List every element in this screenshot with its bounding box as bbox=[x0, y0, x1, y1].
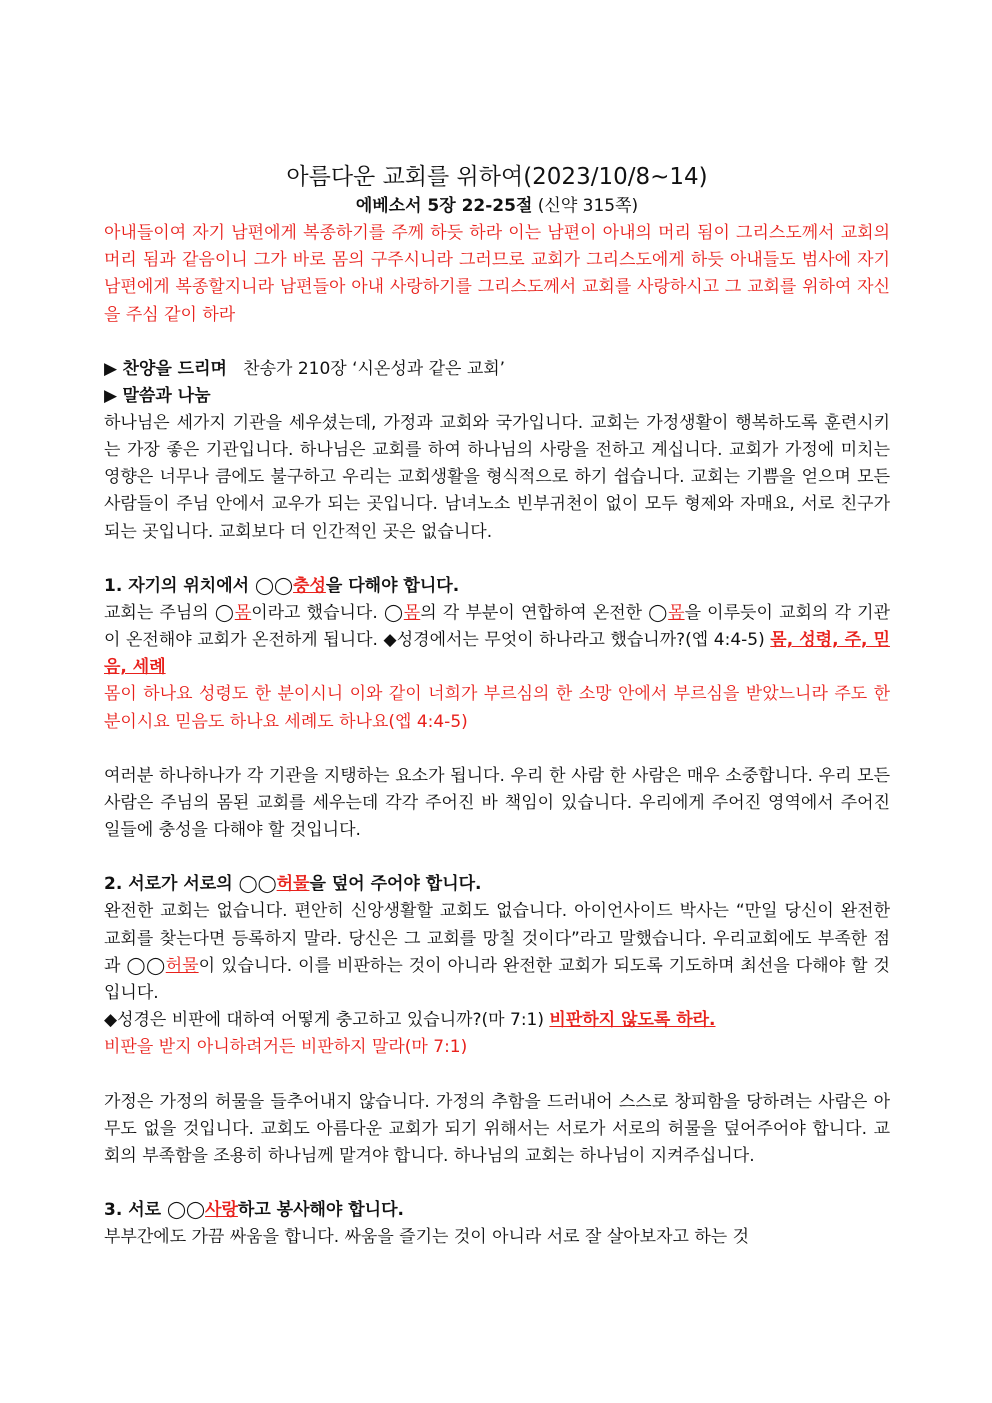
hymn-label: 찬양을 드리며 bbox=[122, 358, 227, 379]
section1-keyword: 충성 bbox=[293, 575, 326, 596]
keyword-body-1: 몸 bbox=[234, 602, 252, 623]
sharing-line bbox=[104, 383, 890, 410]
keyword-body-2: 몸 bbox=[403, 602, 421, 623]
section1-verse: 몸이 하나요 성령도 한 분이시니 이와 같이 너희가 부르심의 한 소망 안에서 부르심을 받았느니라 주도 한 분이시요 믿음도 하나요 세례도 하나요(엡 4:4-5) bbox=[104, 684, 890, 732]
section2-paragraph: 완전한 교회는 없습니다. 편안히 신앙생활할 교회도 없습니다. 아이언사이드 박사는 “만일 당신이 완전한 교회를 찾는다면 등록하지 말라. 당신은 그 교회를 망칠 것이다”라고 말했습니다. 우리교회에도 부족한 점과 ◯◯허물이 있습니다. 이를 비판하는 것이 아니라 완전한 교회가 되도록 기도하며 최선을 다해야 할 것입니다. bbox=[104, 901, 890, 1004]
section3-paragraph: 부부간에도 가끔 싸움을 합니다. 싸움을 즐기는 것이 아니라 서로 잘 살아보자고 하는 것 bbox=[104, 1227, 750, 1248]
reference-book: 에베소서 5장 22-25절 bbox=[355, 196, 533, 216]
sharing-label: 말씀과 나눔 bbox=[122, 385, 211, 406]
hymn-text: 찬송가 210장 ‘시온성과 같은 교회’ bbox=[243, 358, 506, 379]
section1-answer: 몸, 성령, 주, 믿음, 세례 bbox=[104, 630, 890, 678]
section3-heading: 3. 서로 ◯◯사랑하고 봉사해야 합니다. bbox=[104, 1200, 404, 1221]
scripture-reference bbox=[104, 194, 890, 218]
section2-question: ◆성경은 비판에 대하여 어떻게 충고하고 있습니까?(마 7:1) 비판하지 않도록 하라. bbox=[104, 1010, 716, 1031]
reference-note: (신약 315쪽) bbox=[537, 196, 639, 216]
section1-paragraph-2: 여러분 하나하나가 각 기관을 지탱하는 요소가 됩니다. 우리 한 사람 한 사람은 매우 소중합니다. 우리 모든 사람은 주님의 몸된 교회를 세우는데 각각 주어진 바 책임이 있습니다. 우리에게 주어진 영역에서 주어진 일들에 충성을 다해야 할 것입니다. bbox=[104, 765, 890, 841]
section3-keyword: 사랑 bbox=[205, 1200, 238, 1221]
intro-paragraph: 하나님은 세가지 기관을 세우셨는데, 가정과 교회와 국가입니다. 교회는 가정생활이 행복하도록 훈련시키는 가장 좋은 기관입니다. 하나님은 교회를 하여 하나님의 사랑을 전하고 계십니다. 교회가 가정에 미치는 영향은 너무나 큼에도 불구하고 우리는 교회생활을 형식적으로 하기 쉽습니다. 교회는 기쁨을 얻으며 모든 사람들이 주님 안에서 교우가 되는 곳입니다. 남녀노소 빈부귀천이 없이 모두 형제와 자매요, 서로 친구가 되는 곳입니다. 교회보다 더 인간적인 곳은 없습니다. bbox=[104, 412, 890, 542]
triangle-bullet-icon: ▶ bbox=[104, 358, 118, 379]
triangle-bullet-icon: ▶ bbox=[104, 385, 118, 406]
section1-heading: 1. 자기의 위치에서 ◯◯충성을 다해야 합니다. bbox=[104, 575, 460, 596]
keyword-faults: 허물 bbox=[165, 955, 199, 976]
section2-answer: 비판하지 않도록 하라. bbox=[549, 1010, 716, 1031]
section2-keyword: 허물 bbox=[276, 874, 310, 895]
keyword-body-3: 몸 bbox=[668, 602, 685, 623]
section2-heading: 2. 서로가 서로의 ◯◯허물을 덮어 주어야 합니다. bbox=[104, 874, 482, 895]
document-title: 아름다운 교회를 위하여(2023/10/8~14) bbox=[286, 164, 708, 190]
section2-verse: 비판을 받지 아니하려거든 비판하지 말라(마 7:1) bbox=[104, 1037, 468, 1058]
scripture-text: 아내들이여 자기 남편에게 복종하기를 주께 하듯 하라 이는 남편이 아내의 머리 됨이 그리스도께서 교회의 머리 됨과 같음이니 그가 바로 몸의 구주시니라 그러므로 교회가 그리스도에게 하듯 아내들도 범사에 자기 남편에게 복종할지니라 남편들아 아내 사랑하기를 그리스도께서 교회를 사랑하시고 그 교회를 위하여 자신을 주심 같이 하라 bbox=[104, 223, 890, 325]
section1-paragraph: 교회는 주님의 ◯몸이라고 했습니다. ◯몸의 각 부분이 연합하여 온전한 ◯몸을 이루듯이 교회의 각 기관이 온전해야 교회가 온전하게 됩니다. ◆성경에서는 무엇이 하나라고 했습니까?(엡 4:4-5) 몸, 성령, 주, 믿음, 세례 bbox=[104, 602, 891, 678]
document-page bbox=[104, 160, 890, 1251]
section2-paragraph-2: 가정은 가정의 허물을 들추어내지 않습니다. 가정의 추함을 드러내어 스스로 창피함을 당하려는 사람은 아무도 없을 것입니다. 교회도 아름다운 교회가 되기 위해서는 서로가 서로의 허물을 덮어주어야 합니다. 교회의 부족함을 조용히 하나님께 맡겨야 합니다. 하나님의 교회는 하나님이 지켜주십니다. bbox=[104, 1091, 890, 1167]
hymn-line bbox=[104, 356, 890, 383]
